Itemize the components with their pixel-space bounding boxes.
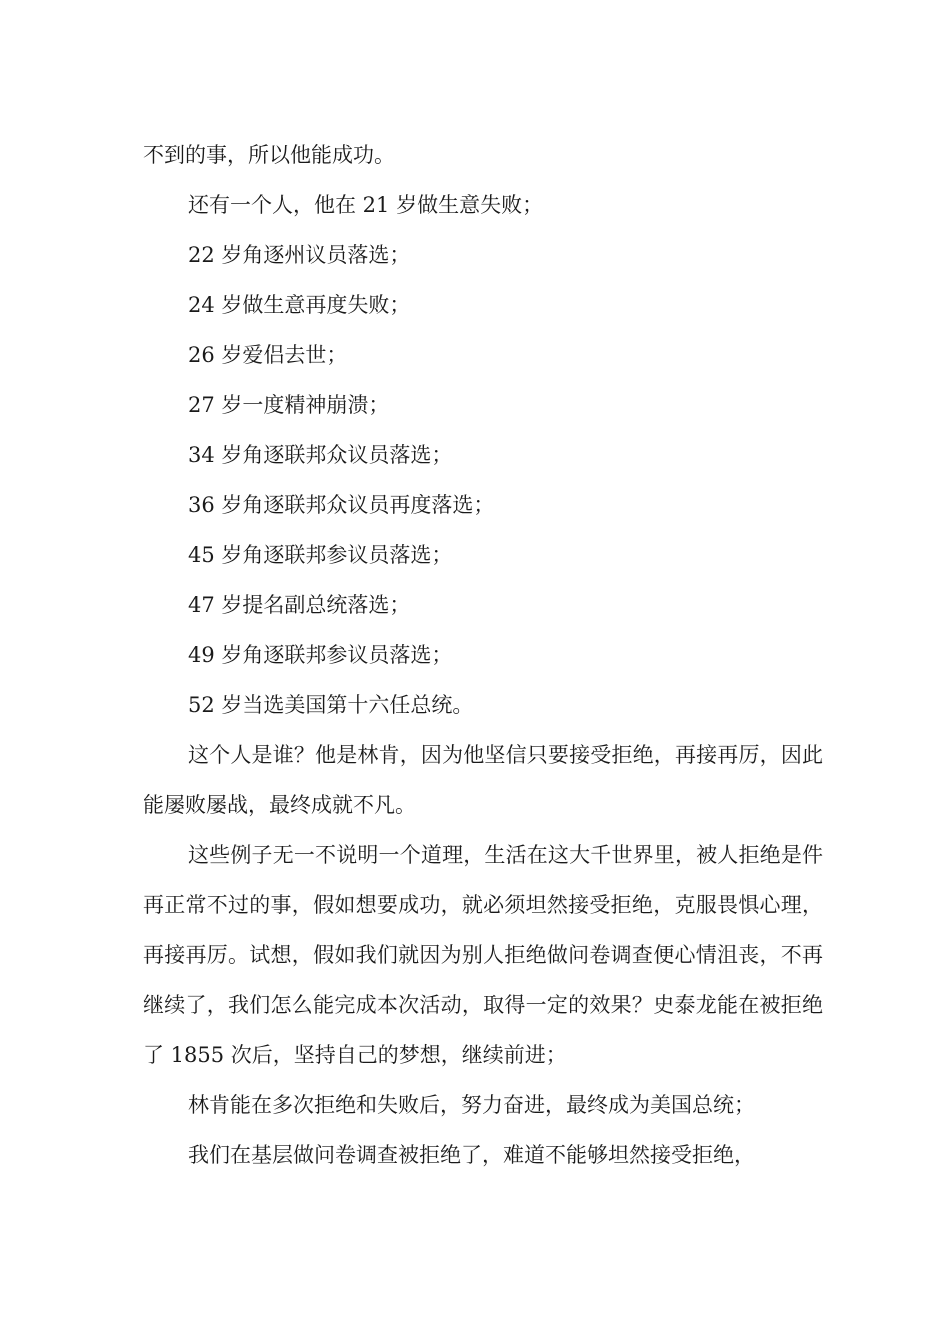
paragraph: 这些例子无一不说明一个道理，生活在这大千世界里，被人拒绝是件再正常不过的事，假如想要成功，就必须坦然接受拒绝，克服畏惧心理，再接再厉。试想，假如我们就因为别人拒绝做问卷调查便心情沮丧，不再继续了，我们怎么能完成本次活动，取得一定的效果？史泰龙能在被拒绝了 1855 次后，坚持自己的梦想，继续前进； xyxy=(143,843,823,1067)
paragraph: 27 岁一度精神崩溃； xyxy=(188,393,390,417)
paragraph: 林肯能在多次拒绝和失败后，努力奋进，最终成为美国总统； xyxy=(188,1093,755,1117)
paragraph: 52 岁当选美国第十六任总统。 xyxy=(188,693,474,717)
paragraph: 34 岁角逐联邦众议员落选； xyxy=(188,443,453,467)
paragraph: 还有一个人，他在 21 岁做生意失败； xyxy=(188,193,544,217)
paragraph: 49 岁角逐联邦参议员落选； xyxy=(188,643,453,667)
document-body xyxy=(143,130,823,1180)
paragraph: 24 岁做生意再度失败； xyxy=(188,293,411,317)
paragraph: 我们在基层做问卷调查被拒绝了，难道不能够坦然接受拒绝， xyxy=(188,1143,755,1167)
paragraph: 47 岁提名副总统落选； xyxy=(188,593,411,617)
paragraph: 36 岁角逐联邦众议员再度落选； xyxy=(188,493,495,517)
paragraph: 26 岁爱侣去世； xyxy=(188,343,348,367)
paragraph: 这个人是谁？他是林肯，因为他坚信只要接受拒绝，再接再厉，因此能屡败屡战，最终成就不凡。 xyxy=(143,743,823,817)
paragraph: 45 岁角逐联邦参议员落选； xyxy=(188,543,453,567)
paragraph: 22 岁角逐州议员落选； xyxy=(188,243,411,267)
paragraph: 不到的事，所以他能成功。 xyxy=(143,143,395,167)
